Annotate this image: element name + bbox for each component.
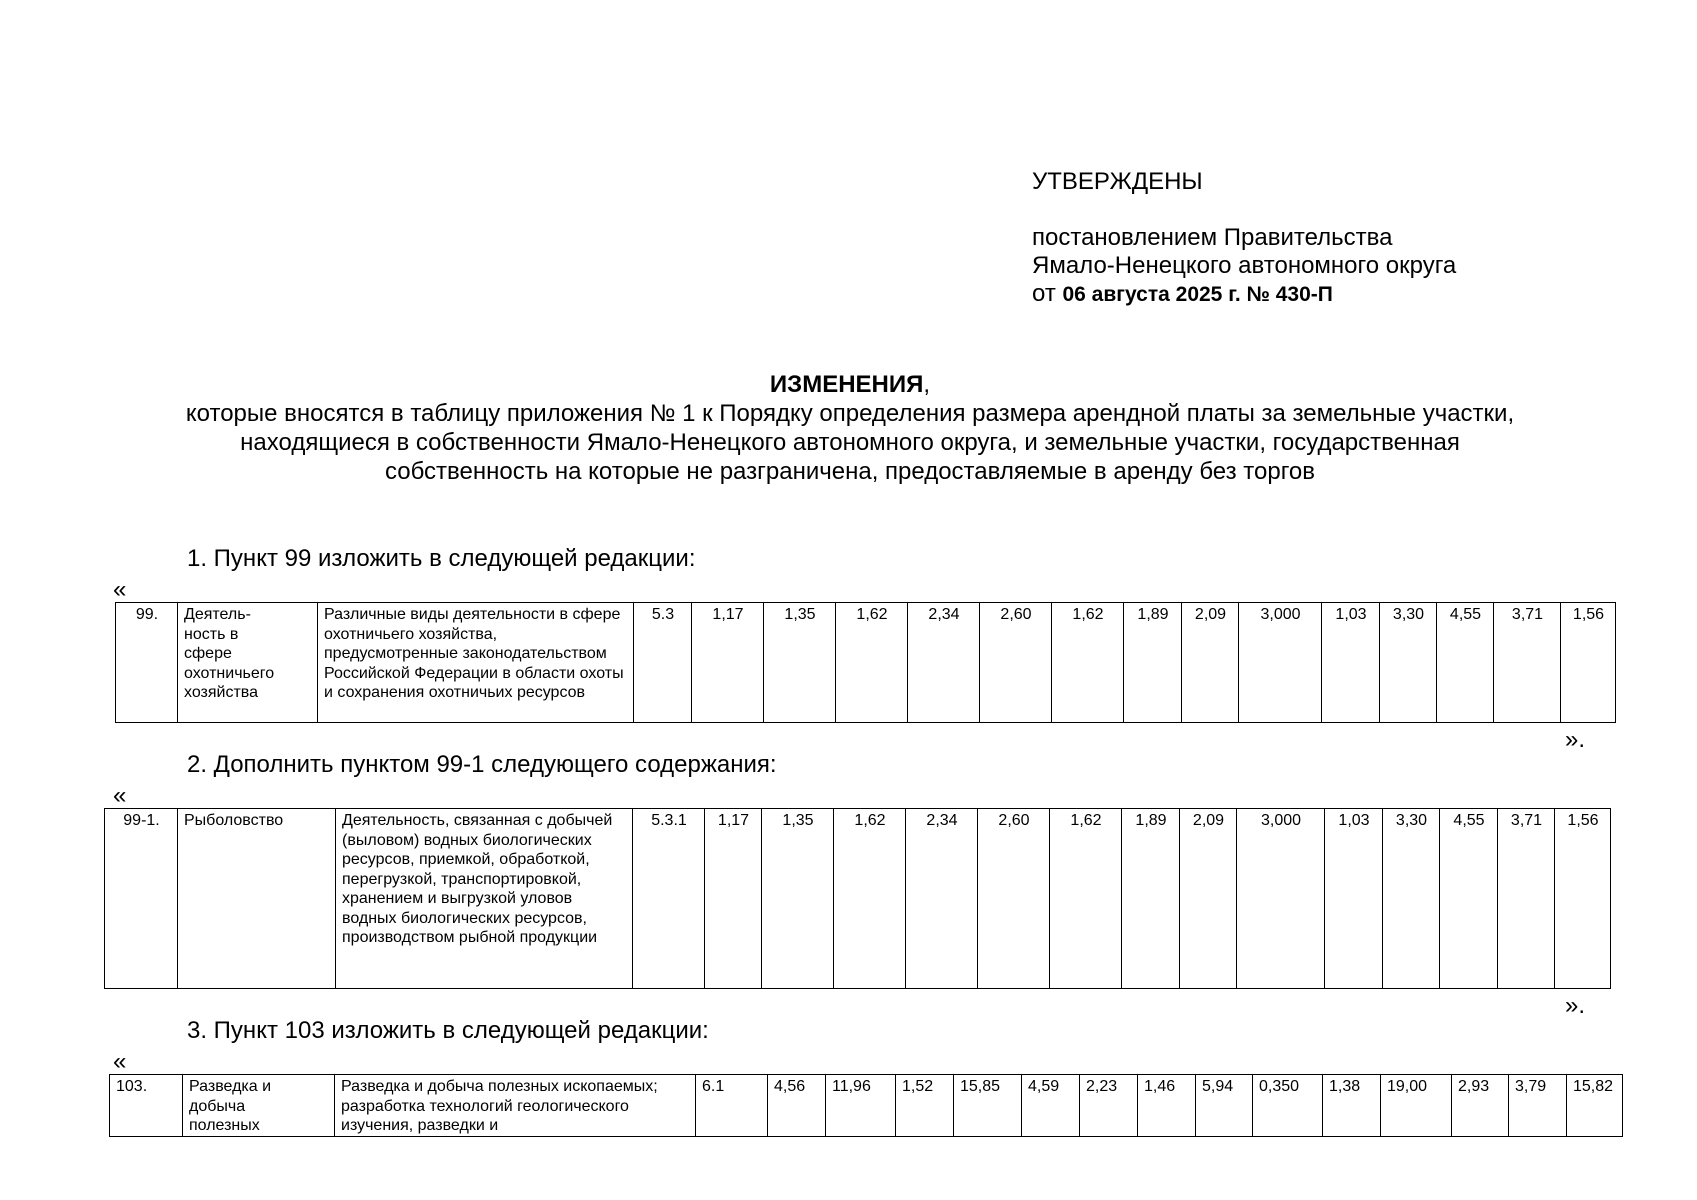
item-2-table	[104, 808, 1611, 989]
value-cell: 11,96	[826, 1075, 896, 1137]
value-cell: 4,59	[1022, 1075, 1080, 1137]
row-number: 99-1.	[105, 809, 178, 989]
value-cell: 3,71	[1494, 603, 1561, 723]
value-cell: 1,89	[1122, 809, 1180, 989]
heading-line-1: которые вносятся в таблицу приложения № 1 к Порядку определения размера арендной платы за земельные участки,	[185, 400, 1515, 427]
value-cell: 2,60	[980, 603, 1052, 723]
value-cell: 4,55	[1440, 809, 1498, 989]
row-number: 99.	[116, 603, 178, 723]
value-cell: 2,09	[1182, 603, 1239, 723]
item-1-close-quote: ».	[1565, 726, 1586, 753]
value-cell: 3,79	[1509, 1075, 1567, 1137]
row-code: 5.3	[634, 603, 692, 723]
value-cell: 3,30	[1383, 809, 1440, 989]
row-description: Различные виды деятельности в сфере охотничьего хозяйства, предусмотренные законодательством Российской Федерации в области охоты и сохранения охотничьих ресурсов	[318, 603, 634, 723]
row-code: 5.3.1	[633, 809, 705, 989]
value-cell: 1,03	[1325, 809, 1383, 989]
value-cell: 3,000	[1239, 603, 1322, 723]
value-cell: 3,71	[1498, 809, 1555, 989]
value-cell: 1,46	[1138, 1075, 1196, 1137]
value-cell: 15,82	[1567, 1075, 1623, 1137]
item-1-table	[115, 602, 1616, 723]
item-2-open-quote: «	[113, 782, 127, 809]
document-heading	[100, 370, 1600, 486]
table-row	[105, 809, 1611, 989]
row-number: 103.	[110, 1075, 183, 1137]
item-3-open-quote: «	[113, 1048, 127, 1075]
value-cell: 15,85	[954, 1075, 1022, 1137]
approval-line-1: постановлением Правительства	[1032, 224, 1393, 251]
table-row	[116, 603, 1616, 723]
value-cell: 3,000	[1237, 809, 1325, 989]
value-cell: 2,09	[1180, 809, 1237, 989]
heading-title-line	[100, 370, 1600, 399]
value-cell: 1,38	[1323, 1075, 1381, 1137]
value-cell: 2,93	[1452, 1075, 1509, 1137]
approval-date-line	[1032, 280, 1456, 309]
value-cell: 1,35	[762, 809, 834, 989]
value-cell: 1,62	[834, 809, 906, 989]
value-cell: 1,17	[692, 603, 764, 723]
table-row	[110, 1075, 1623, 1137]
value-cell: 1,89	[1124, 603, 1182, 723]
value-cell: 4,56	[768, 1075, 826, 1137]
row-code: 6.1	[696, 1075, 768, 1137]
heading-line-3: собственность на которые не разграничена, предоставляемые в аренду без торгов	[384, 458, 1316, 485]
value-cell: 5,94	[1196, 1075, 1253, 1137]
value-cell: 4,55	[1437, 603, 1494, 723]
value-cell: 1,62	[1050, 809, 1122, 989]
value-cell: 2,34	[906, 809, 978, 989]
value-cell: 19,00	[1381, 1075, 1452, 1137]
value-cell: 1,62	[1052, 603, 1124, 723]
value-cell: 1,52	[896, 1075, 954, 1137]
value-cell: 3,30	[1380, 603, 1437, 723]
approval-line-2: Ямало-Ненецкого автономного округа	[1032, 252, 1457, 279]
item-2-caption: 2. Дополнить пунктом 99-1 следующего содержания:	[187, 751, 777, 778]
row-description: Разведка и добыча полезных ископаемых; разработка технологий геологического изучения, разведки и	[335, 1075, 696, 1137]
item-2-close-quote: ».	[1565, 992, 1586, 1019]
row-name: Рыболовство	[178, 809, 336, 989]
item-3-table	[109, 1074, 1623, 1137]
value-cell: 1,17	[705, 809, 762, 989]
approval-block	[1032, 168, 1456, 309]
value-cell: 1,35	[764, 603, 836, 723]
heading-title: ИЗМЕНЕНИЯ	[769, 371, 924, 398]
approval-date-prefix: от	[1032, 280, 1063, 307]
approval-stamp: УТВЕРЖДЕНЫ	[1032, 168, 1203, 195]
row-name: Деятель- ность в сфере охотничьего хозяйства	[178, 603, 318, 723]
value-cell: 1,56	[1555, 809, 1611, 989]
value-cell: 1,03	[1322, 603, 1380, 723]
value-cell: 0,350	[1253, 1075, 1323, 1137]
row-name: Разведка и добыча полезных	[183, 1075, 335, 1137]
item-3-caption: 3. Пункт 103 изложить в следующей редакции:	[187, 1017, 709, 1044]
value-cell: 2,60	[978, 809, 1050, 989]
value-cell: 1,62	[836, 603, 908, 723]
approval-date-number: 06 августа 2025 г. № 430-П	[1062, 283, 1333, 306]
item-1-open-quote: «	[113, 576, 127, 603]
heading-title-suffix: ,	[923, 371, 931, 398]
heading-line-2: находящиеся в собственности Ямало-Ненецкого автономного округа, и земельные участки, государственная	[240, 429, 1460, 456]
value-cell: 1,56	[1561, 603, 1616, 723]
value-cell: 2,23	[1080, 1075, 1138, 1137]
row-description: Деятельность, связанная с добычей (выловом) водных биологических ресурсов, приемкой, обработкой, перегрузкой, транспортировкой, хранением и выгрузкой уловов водных биологических ресурсов, производством рыбной продукции	[336, 809, 633, 989]
item-1-caption: 1. Пункт 99 изложить в следующей редакции:	[187, 545, 696, 572]
value-cell: 2,34	[908, 603, 980, 723]
